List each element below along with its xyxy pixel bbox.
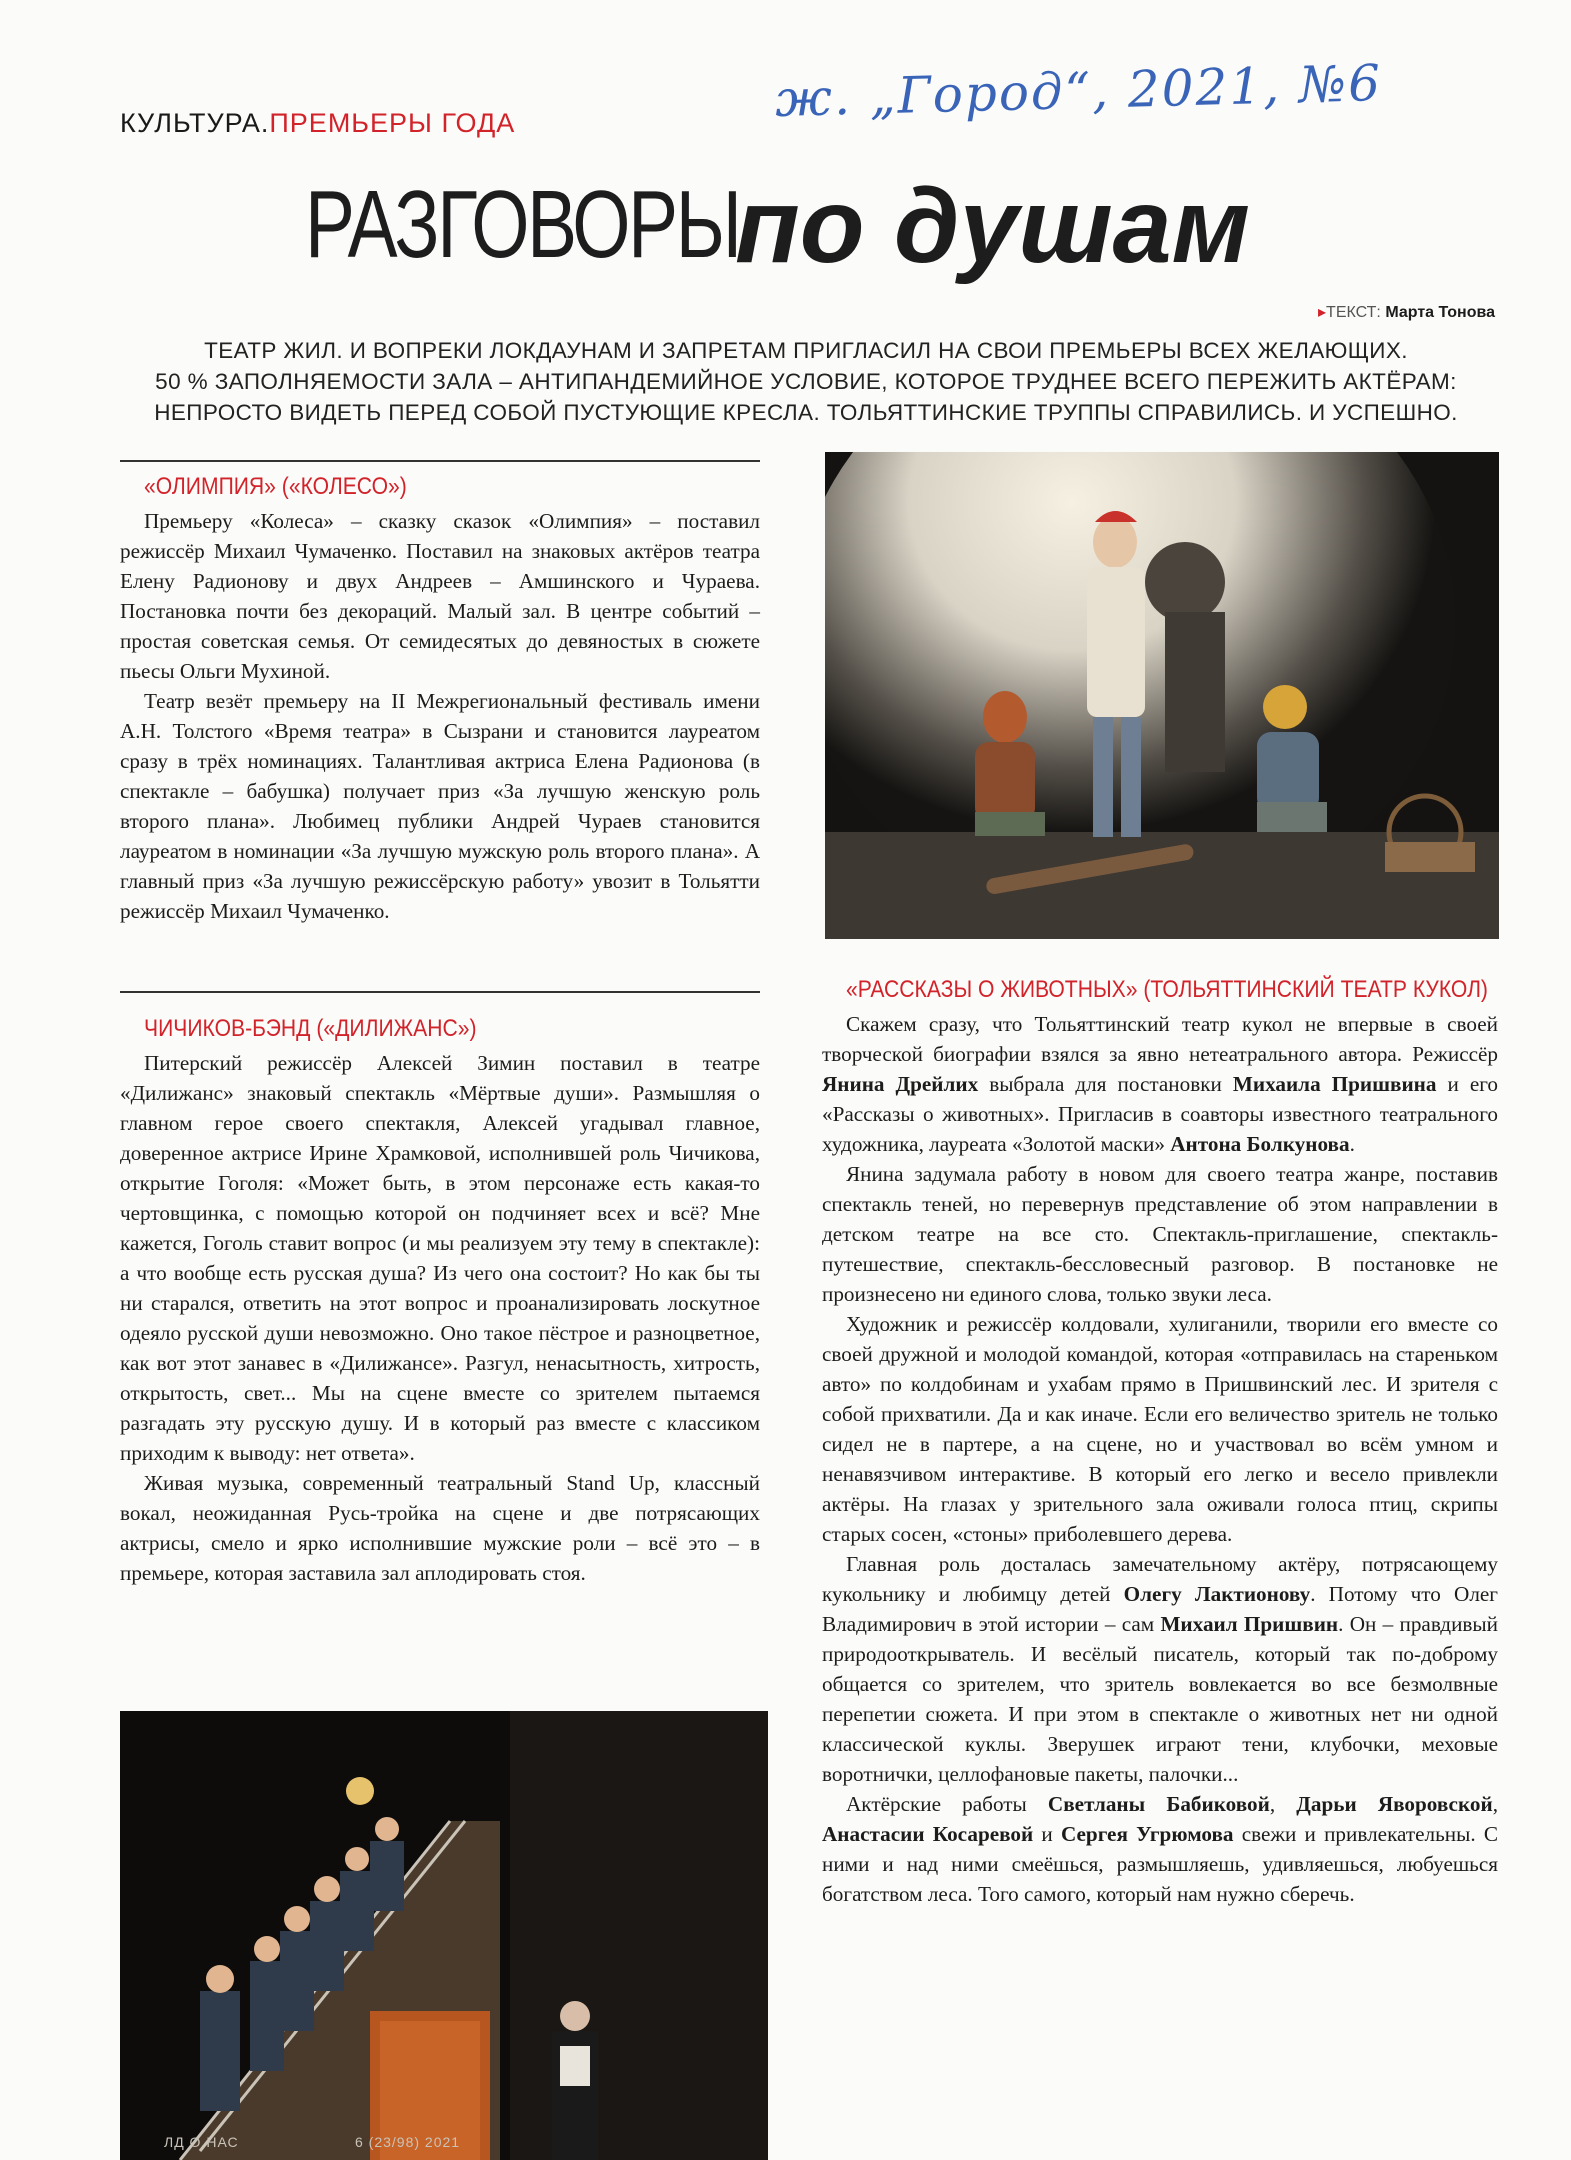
section-olimpia [120,472,760,926]
section-heading: ЧИЧИКОВ-БЭНД («ДИЛИЖАНС») [144,1015,477,1042]
person-name: Олегу Лактионову [1123,1582,1311,1606]
photo-shadow-theatre [825,452,1499,939]
column-rule [120,991,760,993]
person-name: Светланы Бабиковой [1047,1792,1270,1816]
title-part-1: РАЗГОВОРЫ [305,171,740,278]
paragraph: Янина задумала работу в новом для своего театра жанре, поставив спектакль теней, но перевернув представление об этом направлении в детском театре на все сто. Спектакль-приглашение, спектакль-путешествие, спектакль-бессловесный разговор. В постановке не произнесено ни единого слова, только звуки леса. [822,1162,1498,1306]
paragraph: Театр везёт премьеру на II Межрегиональный фестиваль имени А.Н. Толстого «Время театра» в Сызрани и становится лауреатом сразу в трёх номинациях. Талантливая актриса Елена Радионова (в спектакле – бабушка) получает приз «За лучшую женскую роль второго плана». Любимец публики Андрей Чураев становится лауреатом в номинации «За лучшую мужскую роль второго плана». А главный приз «За лучшую режиссёрскую работу» увозит в Тольятти режиссёр Михаил Чумаченко. [120,689,760,923]
footer-left: ЛД О НАС [164,2134,239,2150]
byline-author: Марта Тонова [1385,304,1495,321]
paragraph: Актёрские работы Светланы Бабиковой, Дарьи Яворовской, Анастасии Косаревой и Сергея Угрюмова свежи и привлекательны. С ними и над ними смеёшься, размышляешь, удивляешься, любуешься богатством леса. Того самого, который нам нужно сберечь. [822,1792,1498,1906]
paragraph: Живая музыка, современный театральный Stand Up, классный вокал, неожиданная Русь-тройка на сцене и две потрясающих актрисы, смело и ярко исполнившие мужские роли – всё это – в премьере, которая заставила зал аплодировать стоя. [120,1471,760,1585]
byline-marker-icon: ▸ [1318,304,1327,321]
handwritten-note: ж. „Город“, 2021, №6 [774,54,1383,128]
lead-paragraph [120,335,1492,428]
paragraph: Главная роль досталась замечательному актёру, потрясающему кукольнику и любимцу детей Олегу Лактионову. Потому что Олег Владимирович в этой истории – сам Михаил Пришвин. Он – правдивый природооткрыватель. И весёлый писатель, который так по-доброму общается со зрителем, что зритель вовлекается во все безмолвные перепетии сюжета. И при этом в спектакле о животных нет ни одной классической куклы. Зверушек играют тени, клубочки, меховые воротнички, целлофановые пакеты, палочки... [822,1552,1498,1786]
person-name: Антона Болкунова [1170,1132,1350,1156]
lead-line: 50 % ЗАПОЛНЯЕМОСТИ ЗАЛА – АНТИПАНДЕМИЙНОЕ УСЛОВИЕ, КОТОРОЕ ТРУДНЕЕ ВСЕГО ПЕРЕЖИТЬ АКТЁРАМ: [155,369,1457,394]
section-animals [822,975,1498,1909]
paragraph: Скажем сразу, что Тольяттинский театр кукол не впервые в своей творческой биографии взялся за явно нетеатрального автора. Режиссёр Янина Дрейлих выбрала для постановки Михаила Пришвина и его «Рассказы о животных». Пригласив в соавторы известного театрального художника, лауреата «Золотой маски» Антона Болкунова. [822,1012,1498,1156]
lead-line: ТЕАТР ЖИЛ. И ВОПРЕКИ ЛОКДАУНАМ И ЗАПРЕТАМ ПРИГЛАСИЛ НА СВОИ ПРЕМЬЕРЫ ВСЕХ ЖЕЛАЮЩИХ. [204,338,1408,363]
section-heading: «ОЛИМПИЯ» («КОЛЕСО») [144,473,407,500]
byline-label: ТЕКСТ: [1326,304,1381,321]
person-name: Михаила Пришвина [1232,1072,1437,1096]
person-name: Дарьи Яворовской [1296,1792,1493,1816]
rubric-section: КУЛЬТУРА. [120,108,270,138]
rubric-subsection: ПРЕМЬЕРЫ ГОДА [269,108,516,138]
column-rule [120,460,760,462]
rubric [120,108,515,139]
person-name: Анастасии Косаревой [822,1822,1034,1846]
footer-issue: 6 (23/98) 2021 [355,2134,461,2150]
person-name: Михаил Пришвин [1160,1612,1339,1636]
paragraph: Художник и режиссёр колдовали, хулиганили, творили его вместе со своей дружной и молодой командой, которая «отправилась на стареньком авто» по колдобинам и ухабам прямо в Пришвинский лес. И зрителя с собой прихватили. Да и как иначе. Если его величество зритель не только сидел не в партере, а на сцене, но и участвовал во всём умном и ненавязчивом интерактиве. В который его легко и весело привлекли актёры. На глазах у зрительного зала оживали голоса птиц, скрипы старых сосен, «стоны» приболевшего дерева. [822,1312,1498,1546]
person-name: Янина Дрейлих [822,1072,979,1096]
photo-stage-staircase [120,1711,768,2160]
title-part-2: по душам [735,167,1251,285]
lead-line: НЕПРОСТО ВИДЕТЬ ПЕРЕД СОБОЙ ПУСТУЮЩИЕ КРЕСЛА. ТОЛЬЯТТИНСКИЕ ТРУППЫ СПРАВИЛИСЬ. И УСПЕШНО. [154,400,1458,425]
section-heading: «РАССКАЗЫ О ЖИВОТНЫХ» (ТОЛЬЯТТИНСКИЙ ТЕАТР КУКОЛ) [846,976,1488,1003]
article-title [305,167,1251,285]
paragraph: Питерский режиссёр Алексей Зимин поставил в театре «Дилижанс» знаковый спектакль «Мёртвые души». Размышляя о главном герое своего спектакля, Алексей угадывал главное, доверенное актрисе Ирине Храмковой, исполнившей роль Чичикова, открытие Гоголя: «Может быть, в этом персонаже есть какая-то чертовщинка, с помощью которой он подчиняет всех и всё? Мне кажется, Гоголь ставит вопрос (и мы реализуем эту тему в спектакле): а что вообще есть русская душа? Из чего она состоит? Но как бы ты ни старался, ответить на этот вопрос и проанализировать лоскутное одеяло русской души невозможно. Оно такое пёстрое и разноцветное, как вот этот занавес в «Дилижансе». Разгул, ненасытность, хитрость, открытость, свет... Мы на сцене вместе со зрителем пытаемся разгадать эту русскую душу. И в который раз вместе с классиком приходим к выводу: нет ответа». [120,1051,760,1465]
person-name: Сергея Угрюмова [1060,1822,1234,1846]
paragraph: Премьеру «Колеса» – сказку сказок «Олимпия» – поставил режиссёр Михаил Чумаченко. Поставил на знаковых актёров театра Елену Радионову и двух Андреев – Амшинского и Чураева. Постановка почти без декораций. Малый зал. В центре событий – простая советская семья. От семидесятых до девяностых в сюжете пьесы Ольги Мухиной. [120,509,760,683]
byline [1318,302,1495,322]
section-chichikov [120,1014,760,1588]
